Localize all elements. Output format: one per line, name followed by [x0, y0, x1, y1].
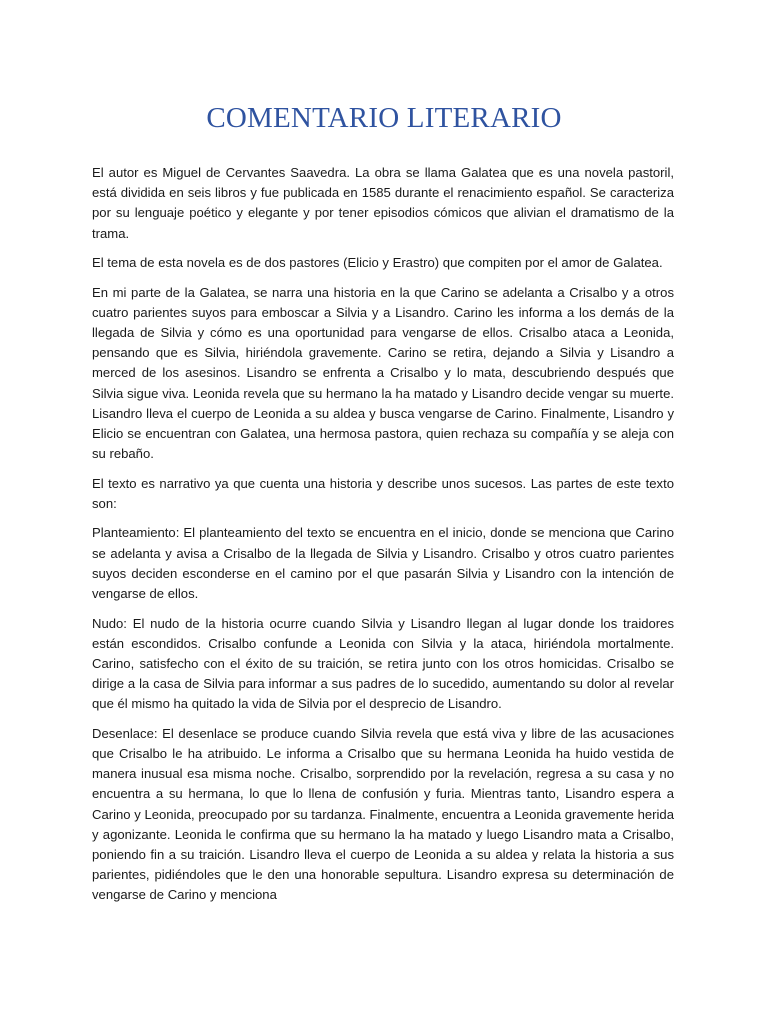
paragraph-text-type: El texto es narrativo ya que cuenta una historia y describe unos sucesos. Las partes de este texto son: [92, 475, 674, 511]
paragraph-desenlace: Desenlace: El desenlace se produce cuando Silvia revela que está viva y libre de las acusaciones que Crisalbo le ha atribuido. Le informa a Crisalbo que su hermana Leonida ha huido vestida de manera inusual esa misma noche. Crisalbo, sorprendido por la revelación, regresa a su casa y no encuentra a su hermana, lo que lo llena de confusión y furia. Mientras tanto, Lisandro espera a Carino y Leonida, preocupado por su tardanza. Finalmente, encuentra a Leonida gravemente herida y agonizante. Leonida le confirma que su hermano la ha matado y luego Lisandro mata a Crisalbo, poniendo fin a su traición. Lisandro lleva el cuerpo de Leonida a su aldea y relata la historia a sus parientes, pidiéndoles que le den una honorable sepultura. Lisandro expresa su determinación de vengarse de Carino y menciona [92, 725, 674, 903]
document-title: COMENTARIO LITERARIO [206, 102, 562, 134]
paragraph-planteamiento: Planteamiento: El planteamiento del texto se encuentra en el inicio, donde se menciona que Carino se adelanta y avisa a Crisalbo de la llegada de Silvia y Lisandro. Crisalbo y otros cuatro parientes suyos deciden esconderse en el camino por el que pasarán Silvia y Lisandro con la intención de vengarse de ellos. [92, 525, 674, 602]
document-body [92, 163, 674, 915]
paragraph-author: El autor es Miguel de Cervantes Saavedra. La obra se llama Galatea que es una novela pastoril, está dividida en seis libros y fue publicada en 1585 durante el renacimiento español. Se caracteriza por su lenguaje poético y elegante y por tener episodios cómicos que alivian el dramatismo de la trama. [92, 165, 674, 241]
paragraph-theme: El tema de esta novela es de dos pastores (Elicio y Erastro) que compiten por el amor de Galatea. [92, 255, 663, 271]
paragraph-summary: En mi parte de la Galatea, se narra una historia en la que Carino se adelanta a Crisalbo y a otros cuatro parientes suyos para emboscar a Silvia y a Lisandro. Carino les informa a los demás de la llegada de Silvia y cómo es una oportunidad para vengarse de ellos. Crisalbo ataca a Leonida, pensando que es Silvia, hiriéndola gravemente. Carino se retira, dejando a Silvia y Lisandro a merced de los asesinos. Lisandro se enfrenta a Crisalbo y lo mata, descubriendo después que Silvia sigue viva. Leonida revela que su hermano la ha matado y Lisandro decide vengar su muerte. Lisandro lleva el cuerpo de Leonida a su aldea y busca vengarse de Carino. Finalmente, Lisandro y Elicio se encuentran con Galatea, una hermosa pastora, quien rechaza su compañía y se aleja con su rebaño. [92, 284, 674, 462]
paragraph-nudo: Nudo: El nudo de la historia ocurre cuando Silvia y Lisandro llegan al lugar donde los traidores están escondidos. Crisalbo confunde a Leonida con Silvia y la ataca, hiriéndola mortalmente. Carino, satisfecho con el éxito de su traición, se retira junto con los otros homicidas. Crisalbo se dirige a la casa de Silvia para informar a sus padres de lo sucedido, aumentando su dolor al revelar que él mismo ha quitado la vida de Silvia por el desprecio de Lisandro. [92, 615, 674, 712]
